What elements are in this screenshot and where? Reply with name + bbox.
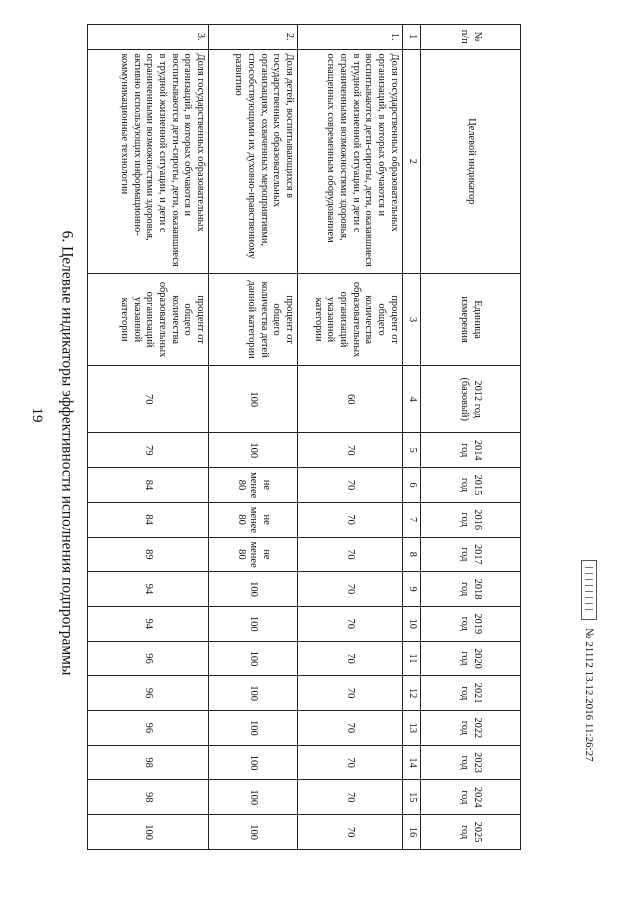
indicator-value: 89 (88, 537, 209, 572)
column-number: 14 (402, 745, 420, 780)
row-number: 2. (209, 25, 298, 50)
column-number: 4 (402, 366, 420, 433)
indicator-value: 60 (297, 366, 402, 433)
header-year: 2024 год (421, 780, 521, 815)
indicator-value: 70 (297, 780, 402, 815)
column-number: 9 (402, 572, 420, 607)
indicator-value: 70 (297, 745, 402, 780)
indicator-value: 100 (209, 711, 298, 746)
indicator-value: 100 (209, 780, 298, 815)
column-number: 6 (402, 468, 420, 503)
unit-text: процент от общего количества образовательных организаций указанной категории (297, 274, 402, 366)
section-heading-wrap (48, 0, 84, 905)
indicator-value: 84 (88, 502, 209, 537)
indicator-value: не менее 80 (209, 468, 298, 503)
header-year: 2017 год (421, 537, 521, 572)
indicator-value: 70 (297, 537, 402, 572)
column-number: 16 (402, 815, 420, 850)
indicator-value: 70 (297, 468, 402, 503)
indicator-value: 100 (209, 745, 298, 780)
table-row (88, 25, 209, 850)
indicator-value: 100 (209, 676, 298, 711)
registration-stamp (578, 560, 600, 860)
unit-text: процент от общего количества детей данной категории (209, 274, 298, 366)
column-number: 1 (402, 25, 420, 50)
indicator-text: Доля государственных образовательных организаций, в которых обучаются и воспитываются дети-сироты, дети, оказавшиеся в трудной жизненной ситуации, и дети с ограниченными возможностями здоровья, активно использующих информационно-коммуникационные технологии (88, 49, 209, 274)
table-row (297, 25, 402, 850)
indicator-value: 98 (88, 780, 209, 815)
indicator-value: 70 (297, 433, 402, 468)
header-year: 2022 год (421, 711, 521, 746)
table-row (209, 25, 298, 850)
header-year: 2016 год (421, 502, 521, 537)
indicator-text: Доля государственных образовательных организаций, в которых обучаются и воспитываются дети-сироты, дети, оказавшиеся в трудной жизненной ситуации, и дети с ограниченными возможностями здоровья, оснащенных современным оборудованием (297, 49, 402, 274)
indicator-value: 96 (88, 711, 209, 746)
indicator-value: 94 (88, 606, 209, 641)
indicator-table-frame (87, 24, 521, 850)
header-year: 2015 год (421, 468, 521, 503)
column-number: 2 (402, 49, 420, 274)
indicator-value: 100 (209, 815, 298, 850)
column-number: 3 (402, 274, 420, 366)
barcode-seal (581, 560, 597, 620)
column-number: 11 (402, 641, 420, 676)
header-number: № п/п (421, 25, 521, 50)
indicator-value: 70 (297, 711, 402, 746)
indicator-value: 100 (209, 433, 298, 468)
indicator-value: 70 (297, 502, 402, 537)
indicator-text: Доля детей, воспитывающихся в государственных образовательных организациях, охваченных мероприятиями, способствующими их духовно-нравственному развитию (209, 49, 298, 274)
column-number: 10 (402, 606, 420, 641)
indicator-value: 94 (88, 572, 209, 607)
indicator-value: 70 (297, 606, 402, 641)
row-number: 1. (297, 25, 402, 50)
column-number: 5 (402, 433, 420, 468)
indicator-value: 79 (88, 433, 209, 468)
indicator-value: 96 (88, 641, 209, 676)
indicator-value: 96 (88, 676, 209, 711)
section-heading: 6. Целевые индикаторы эффективности исполнения подпрограммы (58, 230, 75, 675)
header-year: 2012 год (базовый) (421, 366, 521, 433)
indicator-value: 84 (88, 468, 209, 503)
column-number: 15 (402, 780, 420, 815)
indicator-value: 70 (297, 572, 402, 607)
indicator-value: 70 (88, 366, 209, 433)
page-number: 19 (29, 407, 46, 423)
header-year: 2014 год (421, 433, 521, 468)
header-year: 2025 год (421, 815, 521, 850)
header-year: 2020 год (421, 641, 521, 676)
column-number: 7 (402, 502, 420, 537)
indicator-value: 70 (297, 676, 402, 711)
column-number: 13 (402, 711, 420, 746)
indicator-value: 98 (88, 745, 209, 780)
header-year: 2018 год (421, 572, 521, 607)
indicator-table (87, 24, 521, 850)
header-year: 2021 год (421, 676, 521, 711)
header-indicator: Целевой индикатор (421, 49, 521, 274)
indicator-value: 100 (209, 606, 298, 641)
header-row (421, 25, 521, 850)
column-number: 8 (402, 537, 420, 572)
indicator-value: 100 (209, 572, 298, 607)
row-number: 3. (88, 25, 209, 50)
indicator-value: 100 (209, 641, 298, 676)
column-number-row (402, 25, 420, 850)
column-number: 12 (402, 676, 420, 711)
indicator-value: 70 (297, 815, 402, 850)
registration-text: № 21112 13.12.2016 11:26:27 (583, 628, 595, 762)
header-unit: Единица измерения (421, 274, 521, 366)
unit-text: процент от общего количества образовательных организаций указанной категории (88, 274, 209, 366)
indicator-value: не менее 80 (209, 537, 298, 572)
indicator-value: не менее 80 (209, 502, 298, 537)
header-year: 2019 год (421, 606, 521, 641)
indicator-value: 100 (88, 815, 209, 850)
header-year: 2023 год (421, 745, 521, 780)
indicator-value: 100 (209, 366, 298, 433)
indicator-value: 70 (297, 641, 402, 676)
